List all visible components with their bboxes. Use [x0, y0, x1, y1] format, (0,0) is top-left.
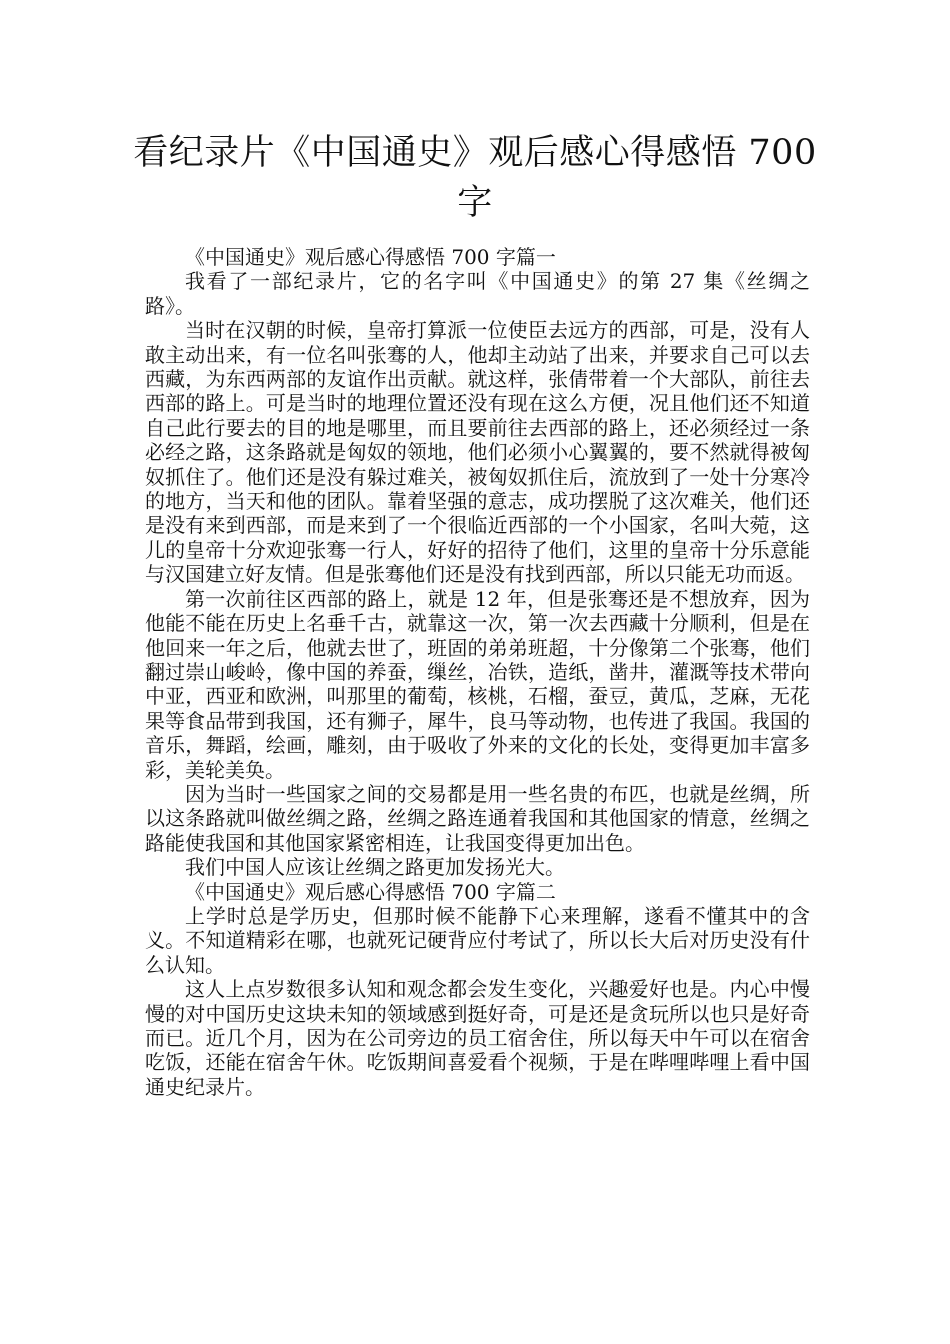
- document-title: 看纪录片《中国通史》观后感心得感悟 700 字: [133, 133, 817, 223]
- section-heading-2: 《中国通史》观后感心得感悟 700 字篇二: [185, 879, 556, 904]
- section-heading-1: 《中国通史》观后感心得感悟 700 字篇一: [185, 245, 556, 269]
- paragraph: 当时在汉朝的时候，皇帝打算派一位使臣去远方的西部，可是，没有人敢主动出来，有一位名叫张骞的人，他却主动站了出来，并要求自己可以去西藏，为东西两部的友谊作出贡献。就这样，张倩带着一个大部队，前往去西部的路上。可是当时的地理位置还没有现在这么方便，况且他们还不知道自己此行要去的目的地是哪里，而且要前往去西部的路上，还必须经过一条必经之路，这条路就是匈奴的领地，他们必须小心翼翼的，要不然就得被匈奴抓住了。他们还是没有躲过难关，被匈奴抓住后，流放到了一处十分寒冷的地方，当天和他的团队。靠着坚强的意志，成功摆脱了这次难关，他们还是没有来到西部，而是来到了一个很临近西部的一个小国家，名叫大菀，这儿的皇帝十分欢迎张骞一行人，好好的招待了他们，这里的皇帝十分乐意能与汉国建立好友情。但是张骞他们还是没有找到西部，所以只能无功而返。: [145, 318, 810, 587]
- paragraph: 因为当时一些国家之间的交易都是用一些名贵的布匹，也就是丝绸，所以这条路就叫做丝绸之路，丝绸之路连通着我国和其他国家的情意，丝绸之路能使我国和其他国家紧密相连，让我国变得更加出色。: [145, 781, 810, 855]
- paragraph: 我看了一部纪录片，它的名字叫《中国通史》的第 27 集《丝绸之路》。: [145, 269, 810, 318]
- paragraph: 上学时总是学历史，但那时候不能静下心来理解，遂看不懂其中的含义。不知道精彩在哪，也就死记硬背应付考试了，所以长大后对历史没有什么认知。: [145, 903, 810, 977]
- paragraph: 第一次前往区西部的路上，就是 12 年，但是张骞还是不想放弃，因为他能不能在历史上名垂千古，就靠这一次，第一次去西藏十分顺利，但是在他回来一年之后，他就去世了，班固的弟弟班超，十分像第二个张骞，他们翻过崇山峻岭，像中国的养蚕，缫丝，冶铁，造纸，凿井，灌溉等技术带向中亚，西亚和欧洲，叫那里的葡萄，核桃，石榴，蚕豆，黄瓜，芝麻，无花果等食品带到我国，还有狮子，犀牛，良马等动物，也传进了我国。我国的音乐，舞蹈，绘画，雕刻，由于吸收了外来的文化的长处，变得更加丰富多彩，美轮美奂。: [145, 586, 810, 782]
- paragraph: 我们中国人应该让丝绸之路更加发扬光大。: [185, 855, 565, 880]
- document-body: [145, 245, 810, 1099]
- paragraph: 这人上点岁数很多认知和观念都会发生变化，兴趣爱好也是。内心中慢慢的对中国历史这块未知的领域感到挺好奇，可是还是贪玩所以也只是好奇而已。近几个月，因为在公司旁边的员工宿舍住，所以每天中午可以在宿舍吃饭，还能在宿舍午休。吃饭期间喜爱看个视频，于是在哔哩哔哩上看中国通史纪录片。: [145, 977, 810, 1099]
